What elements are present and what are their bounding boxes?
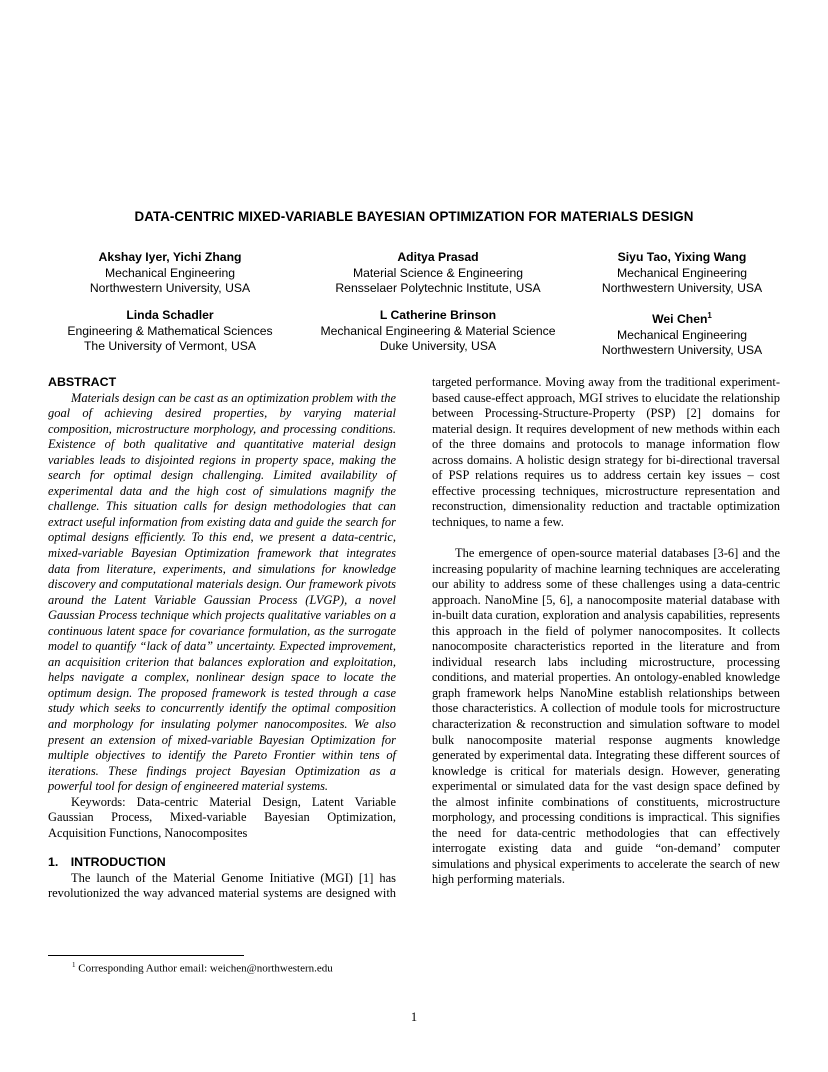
author-institution: Duke University, USA [379,339,497,353]
footnote-marker: 1 [707,311,712,320]
introduction-paragraph-1-text: targeted performance. Moving away from the traditional experiment-based cause-effect approach, MGI strives to elucidate the relationship between Processing-Structure-Property (PSP) [2] domains for material design. It requires development of new methods within each of the three domains and protocols to manage information flow across domains. A holistic design strategy for bi-directional traversal of PSP relations requires us to address certain key issues – cost effective processing techniques, microstructure representation and reconstruction, dimensionality reduction and tractable optimization techniques, to name a few. [432,375,780,530]
author-block-tao-wang [582,250,782,297]
author-name-text: Wei Chen [652,312,708,327]
introduction-paragraph-2: The emergence of open-source material databases [3-6] and the increasing popularity of machine learning techniques are accelerating our ability to address some of these challenges using a data-centric approach. NanoMine [5, 6], a nanocomposite material database with in-built data curation, exploration and analysis capabilities, represents this approach in the field of polymer nanocomposites. It collects nanocomposite characteristics reported in the literature and from individual research labs including microstructure, processing conditions, and material properties. An ontology-enabled knowledge graph framework helps NanoMine establish relationships between those characteristics. A collection of module tools for microstructure characterization & reconstruction and simulation software to model bulk nanocomposite material response augments knowledge generated by experimental data. Integrating these different sources of knowledge is critical for materials design. However, generating experimental or simulated data for the vast design space defined by the almost infinite combinations of constituents, microstructure morphology, and processing conditions is impractical. This signifies the need for data-centric methodologies that can effectively interrogate existing data and guide “on-demand’ computer simulations and physical experiments to accelerate the search of new high performing materials. [432,546,780,887]
author-institution: Rensselaer Polytechnic Institute, USA [335,281,541,295]
author-department: Material Science & Engineering [352,265,524,280]
author-department: Mechanical Engineering [104,265,236,280]
author-department: Mechanical Engineering [616,265,748,280]
author-block-chen [582,308,782,359]
author-block-brinson [294,308,582,355]
page-number: 1 [410,1010,418,1024]
author-name: Linda Schadler [126,308,214,322]
author-institution: Northwestern University, USA [601,343,763,358]
author-block-prasad [294,250,582,297]
author-block-iyer-zhang [50,250,290,297]
author-institution: The University of Vermont, USA [83,339,257,353]
paper-title: DATA-CENTRIC MIXED-VARIABLE BAYESIAN OPTIMIZATION FOR MATERIALS DESIGN [134,209,694,224]
author-name: Aditya Prasad [397,250,479,264]
author-department: Mechanical Engineering & Material Science [320,323,556,338]
footnote-text: Corresponding Author email: weichen@northwestern.edu [78,962,333,975]
author-name: Siyu Tao, Yixing Wang [617,250,747,264]
author-name: Akshay Iyer, Yichi Zhang [98,250,242,264]
footnote [72,961,333,975]
footnote-divider [48,955,244,956]
author-department: Engineering & Mathematical Sciences [67,323,273,338]
footnote-mark: 1 [72,961,76,969]
author-institution: Northwestern University, USA [601,281,763,295]
left-column [48,375,396,902]
keywords: Keywords: Data-centric Material Design, Latent Variable Gaussian Process, Mixed-variable Bayesian Optimization, Acquisition Functions, Nanocomposites [48,794,396,840]
author-name: L Catherine Brinson [379,308,497,322]
right-column [432,375,780,888]
abstract-text: Materials design can be cast as an optimization problem with the goal of achieving desired properties, by varying material composition, microstructure morphology, and processing conditions. Existence of both qualitative and quantitative material design variables leads to disjointed regions in property space, making the search for optimal design challenging. Limited availability of experimental data and the high cost of simulations magnify the challenge. This situation calls for design methodologies that can extract useful information from existing data and guide the search for optimal designs efficiently. To this end, we present a data-centric, mixed-variable Bayesian Optimization framework that integrates data from literature, experiments, and simulations for knowledge discovery and computational materials design. Our framework pivots around the Latent Variable Gaussian Process (LVGP), a novel Gaussian Process technique which projects qualitative variables on a continuous latent space for covariance formulation, as the surrogate model to quantify “lack of data” uncertainty. Expected improvement, an acquisition criterion that balances exploration and exploitation, helps navigate a complex, nonlinear design space to locate the optimum design. The proposed framework is tested through a case study which seeks to concurrently identify the optimal composition and morphology for insulating polymer nanocomposites. We also present an extension of mixed-variable Bayesian Optimization for multiple objectives to identify the Pareto Frontier within tens of iterations. These findings project Bayesian Optimization as a powerful tool for design of engineered material systems. [48,390,396,794]
author-department: Mechanical Engineering [616,327,748,342]
author-name [582,308,782,328]
introduction-paragraph-1-continued [432,375,780,546]
author-block-schadler [50,308,290,355]
author-institution: Northwestern University, USA [89,281,251,295]
introduction-heading: 1. INTRODUCTION [48,855,166,870]
abstract-heading: ABSTRACT [48,375,117,389]
introduction-paragraph-1: The launch of the Material Genome Initiative (MGI) [1] has revolutionized the way advanced material systems are designed with [48,870,396,901]
